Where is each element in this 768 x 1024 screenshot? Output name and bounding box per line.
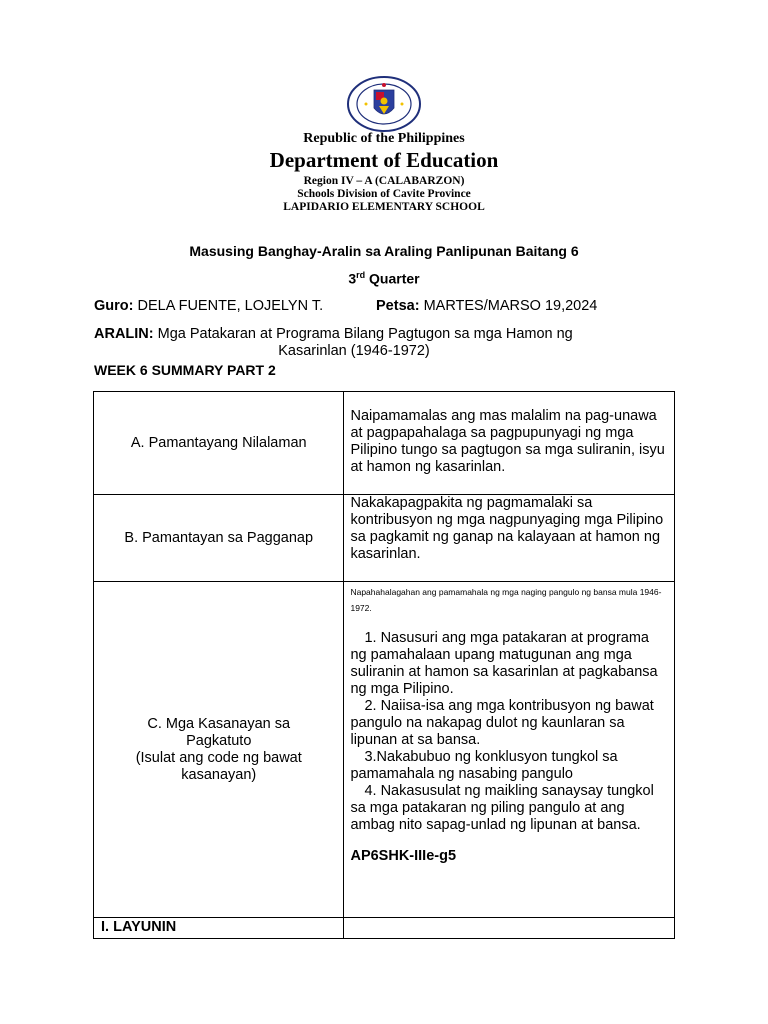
table-row	[94, 495, 675, 582]
list-item: 3.Nakabubuo ng konklusyon tungkol sa pamamahala ng nasabing pangulo	[350, 749, 618, 782]
table-row	[94, 918, 675, 939]
quarter-label: 3rd Quarter	[348, 270, 420, 287]
competency-code: AP6SHK-IIIe-g5	[350, 848, 457, 864]
date-field: Petsa: MARTES/MARSO 19,2024	[376, 298, 598, 314]
row-b-text: Nakakapagpakita ng pagmamalaki sa kontribusyon ng mga nagpunyaging mga Pilipino sa pagkamit ng ganap na kalayaan at hamon ng kasarinlan.	[350, 495, 664, 562]
department-name: Department of Education	[269, 148, 499, 172]
row-c-label: C. Mga Kasanayan sa Pagkatuto (Isulat ang code ng bawat kasanayan)	[135, 715, 302, 783]
list-item: 1. Nasusuri ang mga patakaran at programa ng pamahalaan upang matugunan ang mga suliranin at hamon sa kasarinlan at pagkabansa ng mga Pilipino.	[350, 630, 658, 697]
document-title: Masusing Banghay-Aralin sa Araling Panlipunan Baitang 6	[189, 243, 579, 259]
layunin-heading: I. LAYUNIN	[101, 919, 177, 935]
table-row	[94, 582, 675, 918]
teacher-field: Guro: DELA FUENTE, LOJELYN T.	[94, 298, 324, 314]
republic-line: Republic of the Philippines	[303, 131, 465, 146]
row-c-small-text: Napahahalagahan ang pamamahala ng mga naging pangulo ng bansa mula 1946-1972.	[350, 587, 662, 613]
region-line: Region IV – A (CALABARZON)	[303, 175, 465, 187]
objectives-list	[350, 630, 668, 834]
lesson-plan-table	[93, 391, 675, 939]
row-b-label: B. Pamantayan sa Pagganap	[124, 529, 314, 546]
lesson-field: ARALIN: Mga Patakaran at Programa Bilang Pagtugon sa mga Hamon ng Kasarinlan (1946-1972)	[94, 326, 573, 359]
list-item: 2. Naiisa-isa ang mga kontribusyon ng bawat pangulo na nakapag dulot ng kaunlaran sa lipunan at sa bansa.	[350, 698, 654, 748]
list-item: 4. Nakasusulat ng maikling sanaysay tungkol sa mga patakaran ng piling pangulo at ang ambag nito sapag-unlad ng lipunan at bansa.	[350, 783, 654, 833]
week-summary-heading: WEEK 6 SUMMARY PART 2	[94, 362, 276, 378]
row-a-label: A. Pamantayang Nilalaman	[130, 434, 307, 451]
row-a-text: Naipamamalas ang mas malalim na pag-unawa at pagpapahalaga sa pagpupunyagi ng mga Pilipino tungo sa pagtugon sa mga suliranin, isyu at hamon ng kasarinlan.	[350, 408, 665, 475]
deped-seal-logo	[346, 76, 422, 132]
school-name: LAPIDARIO ELEMENTARY SCHOOL	[283, 201, 485, 213]
table-row	[94, 392, 675, 495]
division-line: Schools Division of Cavite Province	[297, 188, 471, 200]
